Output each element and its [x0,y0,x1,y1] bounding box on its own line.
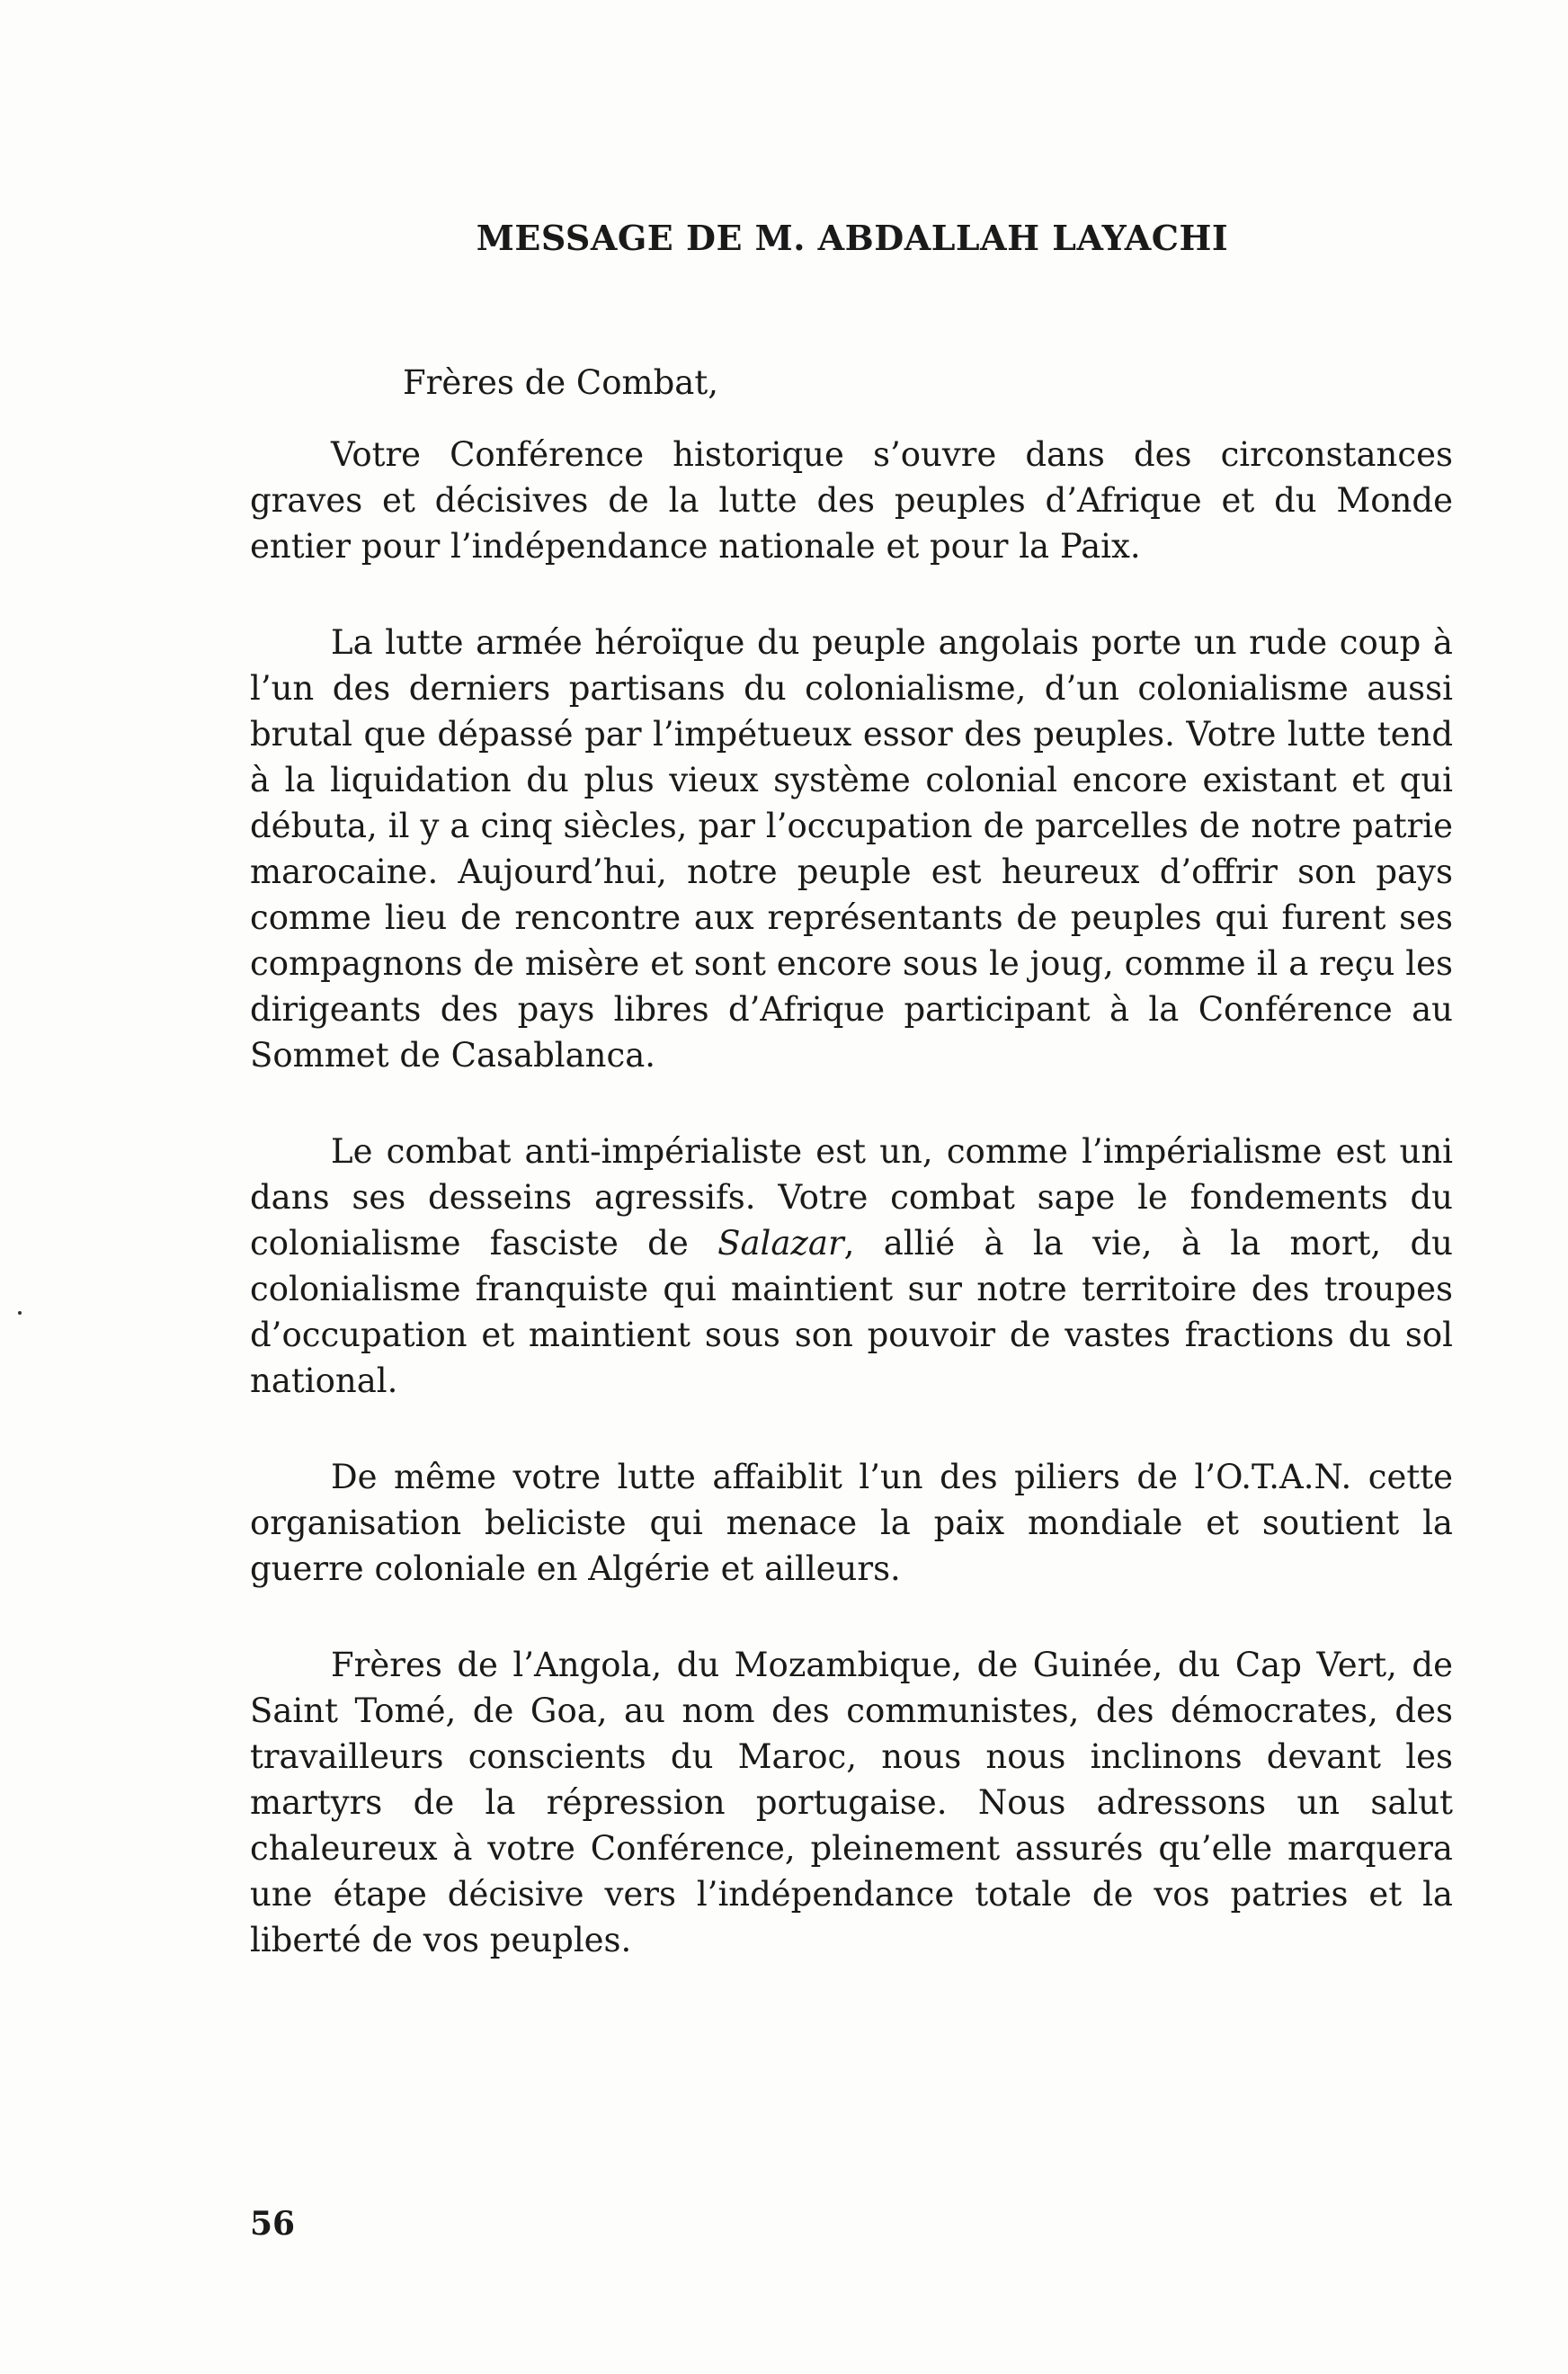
salutation: Frères de Combat, [403,363,718,402]
page-number: 56 [250,2205,296,2243]
paragraph-4: De même votre lutte affaiblit l’un des piliers de l’O.T.A.N. cette organisation beliciste qui menace la paix mondiale et soutient la guerre coloniale en Algérie et ailleurs. [250,1458,1453,1588]
page-title: MESSAGE DE M. ABDALLAH LAYACHI [476,218,1229,258]
paragraph-2: La lutte armée héroïque du peuple angolais porte un rude coup à l’un des derniers partisans du colonialisme, d’un colonialisme aussi brutal que dépassé par l’impétueux essor des peuples. Votre lutte tend à la liquidation du plus vieux système colonial encore existant et qui débuta, il y a cinq siècles, par l’occupation de parcelles de notre patrie marocaine. Aujourd’hui, notre peuple est heureux d’offrir son pays comme lieu de rencontre aux représentants de peuples qui furent ses compagnons de misère et sont encore sous le joug, comme il a reçu les dirigeants des pays libres d’Afrique participant à la Conférence au Sommet de Casablanca. [250,623,1453,1075]
paragraph-5: Frères de l’Angola, du Mozambique, de Guinée, du Cap Vert, de Saint Tomé, de Goa, au nom des communistes, des démocrates, des travailleurs conscients du Maroc, nous nous inclinons devant les martyrs de la répression portugaise. Nous adressons un salut chaleureux à votre Conférence, pleinement assurés qu’elle marquera une étape décisive vers l’indépendance totale de vos patries et la liberté de vos peuples. [250,1646,1453,1959]
scan-speck [18,1311,22,1315]
paragraph-3-italic-name: Salazar [717,1224,844,1263]
paragraph-3-text-after: , allié à la vie, à la mort, du colonialisme franquiste qui maintient sur notre territoire des troupes d’occupation et maintient sous son pouvoir de vastes fractions du sol national. [250,1224,1453,1400]
paragraph-3-text-before: Le combat anti-impérialiste est un, comme l’impérialisme est uni dans ses desseins agressifs. Votre combat sape le fondements du colonialisme fasciste de [250,1132,1453,1263]
paragraph-1: Votre Conférence historique s’ouvre dans des circonstances graves et décisives de la lutte des peuples d’Afrique et du Monde entier pour l’indépendance nationale et pour la Paix. [250,435,1453,566]
paragraph-3 [250,1129,1453,1404]
message-body [250,432,1453,2013]
